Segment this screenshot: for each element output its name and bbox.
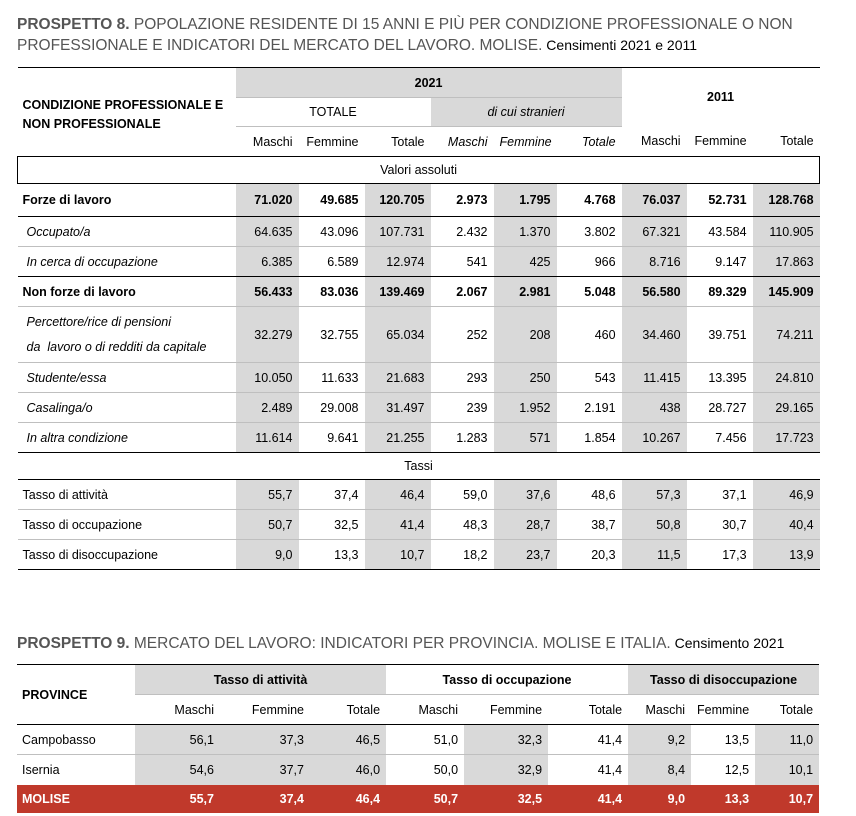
p9-col-header: Femmine [220,695,310,725]
p9-cell: 37,3 [220,725,310,755]
p8-cell: 32,5 [334,517,359,532]
p8-cell: 65.034 [365,307,431,363]
p8-cell: 11.614 [236,423,299,453]
p8-rate-label: Tasso di occupazione [22,517,143,532]
p8-cell: 64.635 [236,217,299,247]
p9-col-header: Totale [548,695,628,725]
p9-header-row-groups [17,665,819,695]
p8-cell: 2.191 [584,400,616,415]
p9-col-header: Maschi [135,695,220,725]
p8-cell: 10,7 [365,540,431,570]
p8-cell: 3.802 [584,224,616,239]
p8-cell: 13.395 [708,370,747,385]
p8-cell: 17.863 [753,247,820,277]
p8-cell: 293 [466,370,488,385]
p8-cell: 239 [466,400,488,415]
p9-cell: 13,5 [724,732,750,747]
p8-cell: 24.810 [753,363,820,393]
p8-cell: 50,8 [622,510,687,540]
p8-cell: 23,7 [494,540,557,570]
p9-cell: 11,0 [755,725,819,755]
p8-cell: 28,7 [494,510,557,540]
p8-cell: 8.716 [622,247,687,277]
p8-col-header: Femmine [687,127,753,157]
p8-cell: 43.096 [320,224,359,239]
p9-cell: 12,5 [724,762,750,777]
p8-cell: 2.489 [236,393,299,423]
p8-cell: 139.469 [365,277,431,307]
p9-col-header: Totale [755,695,819,725]
p8-cell: 425 [494,247,557,277]
p8-cell: 40,4 [753,510,820,540]
p8-cell: 9,0 [236,540,299,570]
p8-cell: 37,1 [722,487,747,502]
p8-table [17,67,820,570]
p8-cell: 17,3 [722,547,747,562]
p8-group-stranieri: di cui stranieri [431,98,622,127]
p8-cell: 56.580 [622,277,687,307]
p9-cell: 9,2 [628,725,691,755]
p9-cell: 32,3 [464,725,548,755]
p8-year-2011: 2011 [707,90,735,105]
p8-col-header: Maschi [431,127,494,157]
p8-cell: 252 [466,327,488,342]
p8-cell: 11.415 [622,363,687,393]
p8-cell: 20,3 [591,547,616,562]
p8-cell: 67.321 [622,217,687,247]
p9-col-header: Femmine [464,695,548,725]
p8-cell: 1.370 [494,217,557,247]
p8-cell: 1.795 [494,184,557,217]
p8-cell: 13,3 [334,547,359,562]
p8-col-header: Totale [753,127,820,157]
p8-row-in-cerca [18,247,820,277]
p8-section-abs-label: Valori assoluti [18,157,820,184]
p8-rate-occupazione [18,510,820,540]
p9-col-header: Femmine [691,695,755,725]
p8-cell: 31.497 [365,393,431,423]
p9-row-label: Isernia [22,762,60,777]
p8-row-label: In altra condizione [26,430,128,445]
p8-cell: 571 [494,423,557,453]
p8-cell: 56.433 [236,277,299,307]
p8-row-studente [18,363,820,393]
p9-cell: 8,4 [628,755,691,785]
p8-cell: 460 [594,327,616,342]
p9-cell: 46,4 [310,785,386,813]
p8-col-header: Totale [365,127,431,157]
p8-cell: 52.731 [708,193,747,207]
p9-col-header: Maschi [628,695,691,725]
p9-cell: 13,3 [691,785,755,813]
p8-row-label: Casalinga/o [26,400,93,415]
p8-cell: 120.705 [365,184,431,217]
p8-cell: 250 [494,363,557,393]
p8-row-label: Forze di lavoro [22,193,112,207]
p9-group-occupazione: Tasso di occupazione [386,665,628,695]
p9-cell: 55,7 [135,785,220,813]
p8-cell: 110.905 [753,217,820,247]
p8-cell: 57,3 [622,480,687,510]
p9-cell: 9,0 [628,785,691,813]
p8-cell: 10.050 [236,363,299,393]
p9-cell: 37,4 [220,785,310,813]
p9-cell: 56,1 [135,725,220,755]
p8-cell: 17.723 [753,423,820,453]
p8-rate-attivita [18,480,820,510]
p9-cell: 46,5 [310,725,386,755]
p9-group-disoccupazione: Tasso di disoccupazione [628,665,819,695]
p8-cell: 43.584 [708,224,747,239]
p8-cell: 1.283 [456,430,488,445]
p9-table [17,664,819,813]
p8-row-occupato [18,217,820,247]
p9-col-header: Maschi [386,695,464,725]
p9-row-isernia [17,755,819,785]
p9-cell: 51,0 [433,732,459,747]
p9-col-header-row [17,695,819,725]
p8-cell: 107.731 [365,217,431,247]
p8-col-header: Maschi [622,127,687,157]
p9-row-header: PROVINCE [17,665,135,725]
p8-row-label: Studente/essa [26,370,107,385]
p8-cell: 2.432 [456,224,488,239]
p8-cell: 11,5 [622,540,687,570]
p9-cell: 32,5 [464,785,548,813]
p8-row-label-line1: Percettore/rice di pensioni [26,314,172,329]
p8-row-casalinga [18,393,820,423]
p8-row-altra [18,423,820,453]
p8-cell: 128.768 [753,184,820,217]
p8-cell: 28.727 [708,400,747,415]
p8-cell: 2.981 [494,277,557,307]
p9-cell: 46,0 [310,755,386,785]
p9-row-label: Campobasso [22,732,96,747]
p9-cell: 41,4 [597,732,623,747]
p8-row-label: Occupato/a [26,224,91,239]
p8-cell: 1.854 [584,430,616,445]
p8-cell: 34.460 [622,307,687,363]
p8-cell: 18,2 [463,547,488,562]
p8-cell: 7.456 [715,430,747,445]
p8-title [17,14,827,56]
p8-cell: 32.279 [236,307,299,363]
p8-cell: 2.067 [456,284,488,299]
p8-year-2021: 2021 [236,68,622,98]
p8-header-row-years [18,68,820,98]
p8-row-label: In cerca di occupazione [26,254,158,269]
p8-row-header: CONDIZIONE PROFESSIONALE E NON PROFESSIONALE [18,68,236,157]
p8-row-forze [18,184,820,217]
p8-cell: 4.768 [584,193,616,207]
p8-title-sub: Censimenti 2021 e 2011 [542,37,698,53]
p8-col-header: Femmine [494,127,557,157]
p8-cell: 543 [594,370,616,385]
p8-cell: 966 [594,254,616,269]
p8-cell: 41,4 [365,510,431,540]
p8-cell: 38,7 [591,517,616,532]
p8-cell: 12.974 [365,247,431,277]
p9-cell: 41,4 [548,785,628,813]
p9-row-molise [17,785,819,813]
p8-cell: 37,6 [494,480,557,510]
p8-section-rates [18,453,820,480]
p8-row-percettore [18,307,820,363]
p8-cell: 145.909 [753,277,820,307]
p8-cell: 59,0 [463,487,488,502]
p9-cell: 37,7 [220,755,310,785]
p8-cell: 39.751 [708,327,747,342]
p8-cell: 71.020 [236,184,299,217]
p8-cell: 1.952 [494,393,557,423]
p9-cell: 32,9 [464,755,548,785]
p8-rate-disoccupazione [18,540,820,570]
p9-cell: 10,1 [755,755,819,785]
p8-cell: 9.641 [327,430,359,445]
p8-cell: 49.685 [320,193,359,207]
p8-section-rates-label: Tassi [18,453,820,480]
p9-cell: 54,6 [135,755,220,785]
p8-col-header: Totale [557,127,622,157]
p8-cell: 208 [494,307,557,363]
p8-cell: 29.008 [320,400,359,415]
p8-cell: 541 [466,254,488,269]
p8-rate-label: Tasso di attività [22,487,108,502]
p8-cell: 2.973 [456,193,488,207]
p8-rate-label: Tasso di disoccupazione [22,547,158,562]
p9-title [17,633,837,654]
p8-cell: 46,4 [365,480,431,510]
p8-col-header: Maschi [236,127,299,157]
p8-cell: 37,4 [334,487,359,502]
p8-cell: 76.037 [622,184,687,217]
p8-row-label: Non forze di lavoro [22,284,136,299]
p8-cell: 21.255 [365,423,431,453]
p8-cell: 21.683 [365,363,431,393]
p8-group-totale: TOTALE [236,98,431,127]
p9-cell: 50,7 [386,785,464,813]
p8-cell: 50,7 [236,510,299,540]
p8-cell: 29.165 [753,393,820,423]
p9-cell: 41,4 [597,762,623,777]
p8-cell: 5.048 [584,284,616,299]
p9-cell: 10,7 [755,785,819,813]
p8-cell: 6.589 [327,254,359,269]
p8-cell: 89.329 [708,284,747,299]
p9-title-label: PROSPETTO 9. [17,635,130,652]
p8-row-label-multiline [18,307,236,363]
p9-col-header: Totale [310,695,386,725]
p9-row-campobasso [17,725,819,755]
p8-cell: 83.036 [320,284,359,299]
p8-cell: 11.633 [321,370,359,385]
p9-title-text: MERCATO DEL LAVORO: INDICATORI PER PROVINCIA. MOLISE E ITALIA. [129,635,671,652]
p8-cell: 48,6 [591,487,616,502]
p9-cell: 50,0 [433,762,459,777]
p8-cell: 32.755 [320,327,359,342]
p8-cell: 46,9 [753,480,820,510]
p8-cell: 438 [622,393,687,423]
p8-cell: 6.385 [236,247,299,277]
p9-title-sub: Censimento 2021 [670,635,785,651]
p9-group-attivita: Tasso di attività [135,665,386,695]
p8-cell: 10.267 [622,423,687,453]
p8-cell: 48,3 [463,517,488,532]
p8-cell: 30,7 [722,517,747,532]
p9-row-label: MOLISE [17,785,135,813]
p8-row-non-forze [18,277,820,307]
p8-title-text: POPOLAZIONE RESIDENTE DI 15 ANNI E PIÙ PER CONDIZIONE PROFESSIONALE O NON PROFESSIONALE E INDICATORI DEL MERCATO DEL LAVORO. MOLISE. [17,16,793,54]
p8-title-label: PROSPETTO 8. [17,16,130,33]
p8-section-abs [18,157,820,184]
p8-cell: 55,7 [236,480,299,510]
p8-cell: 9.147 [715,254,747,269]
p8-cell: 13,9 [753,540,820,570]
p8-cell: 74.211 [753,307,820,363]
p8-col-header: Femmine [299,127,365,157]
p8-row-label-line2: da lavoro o di redditi da capitale [26,339,207,354]
